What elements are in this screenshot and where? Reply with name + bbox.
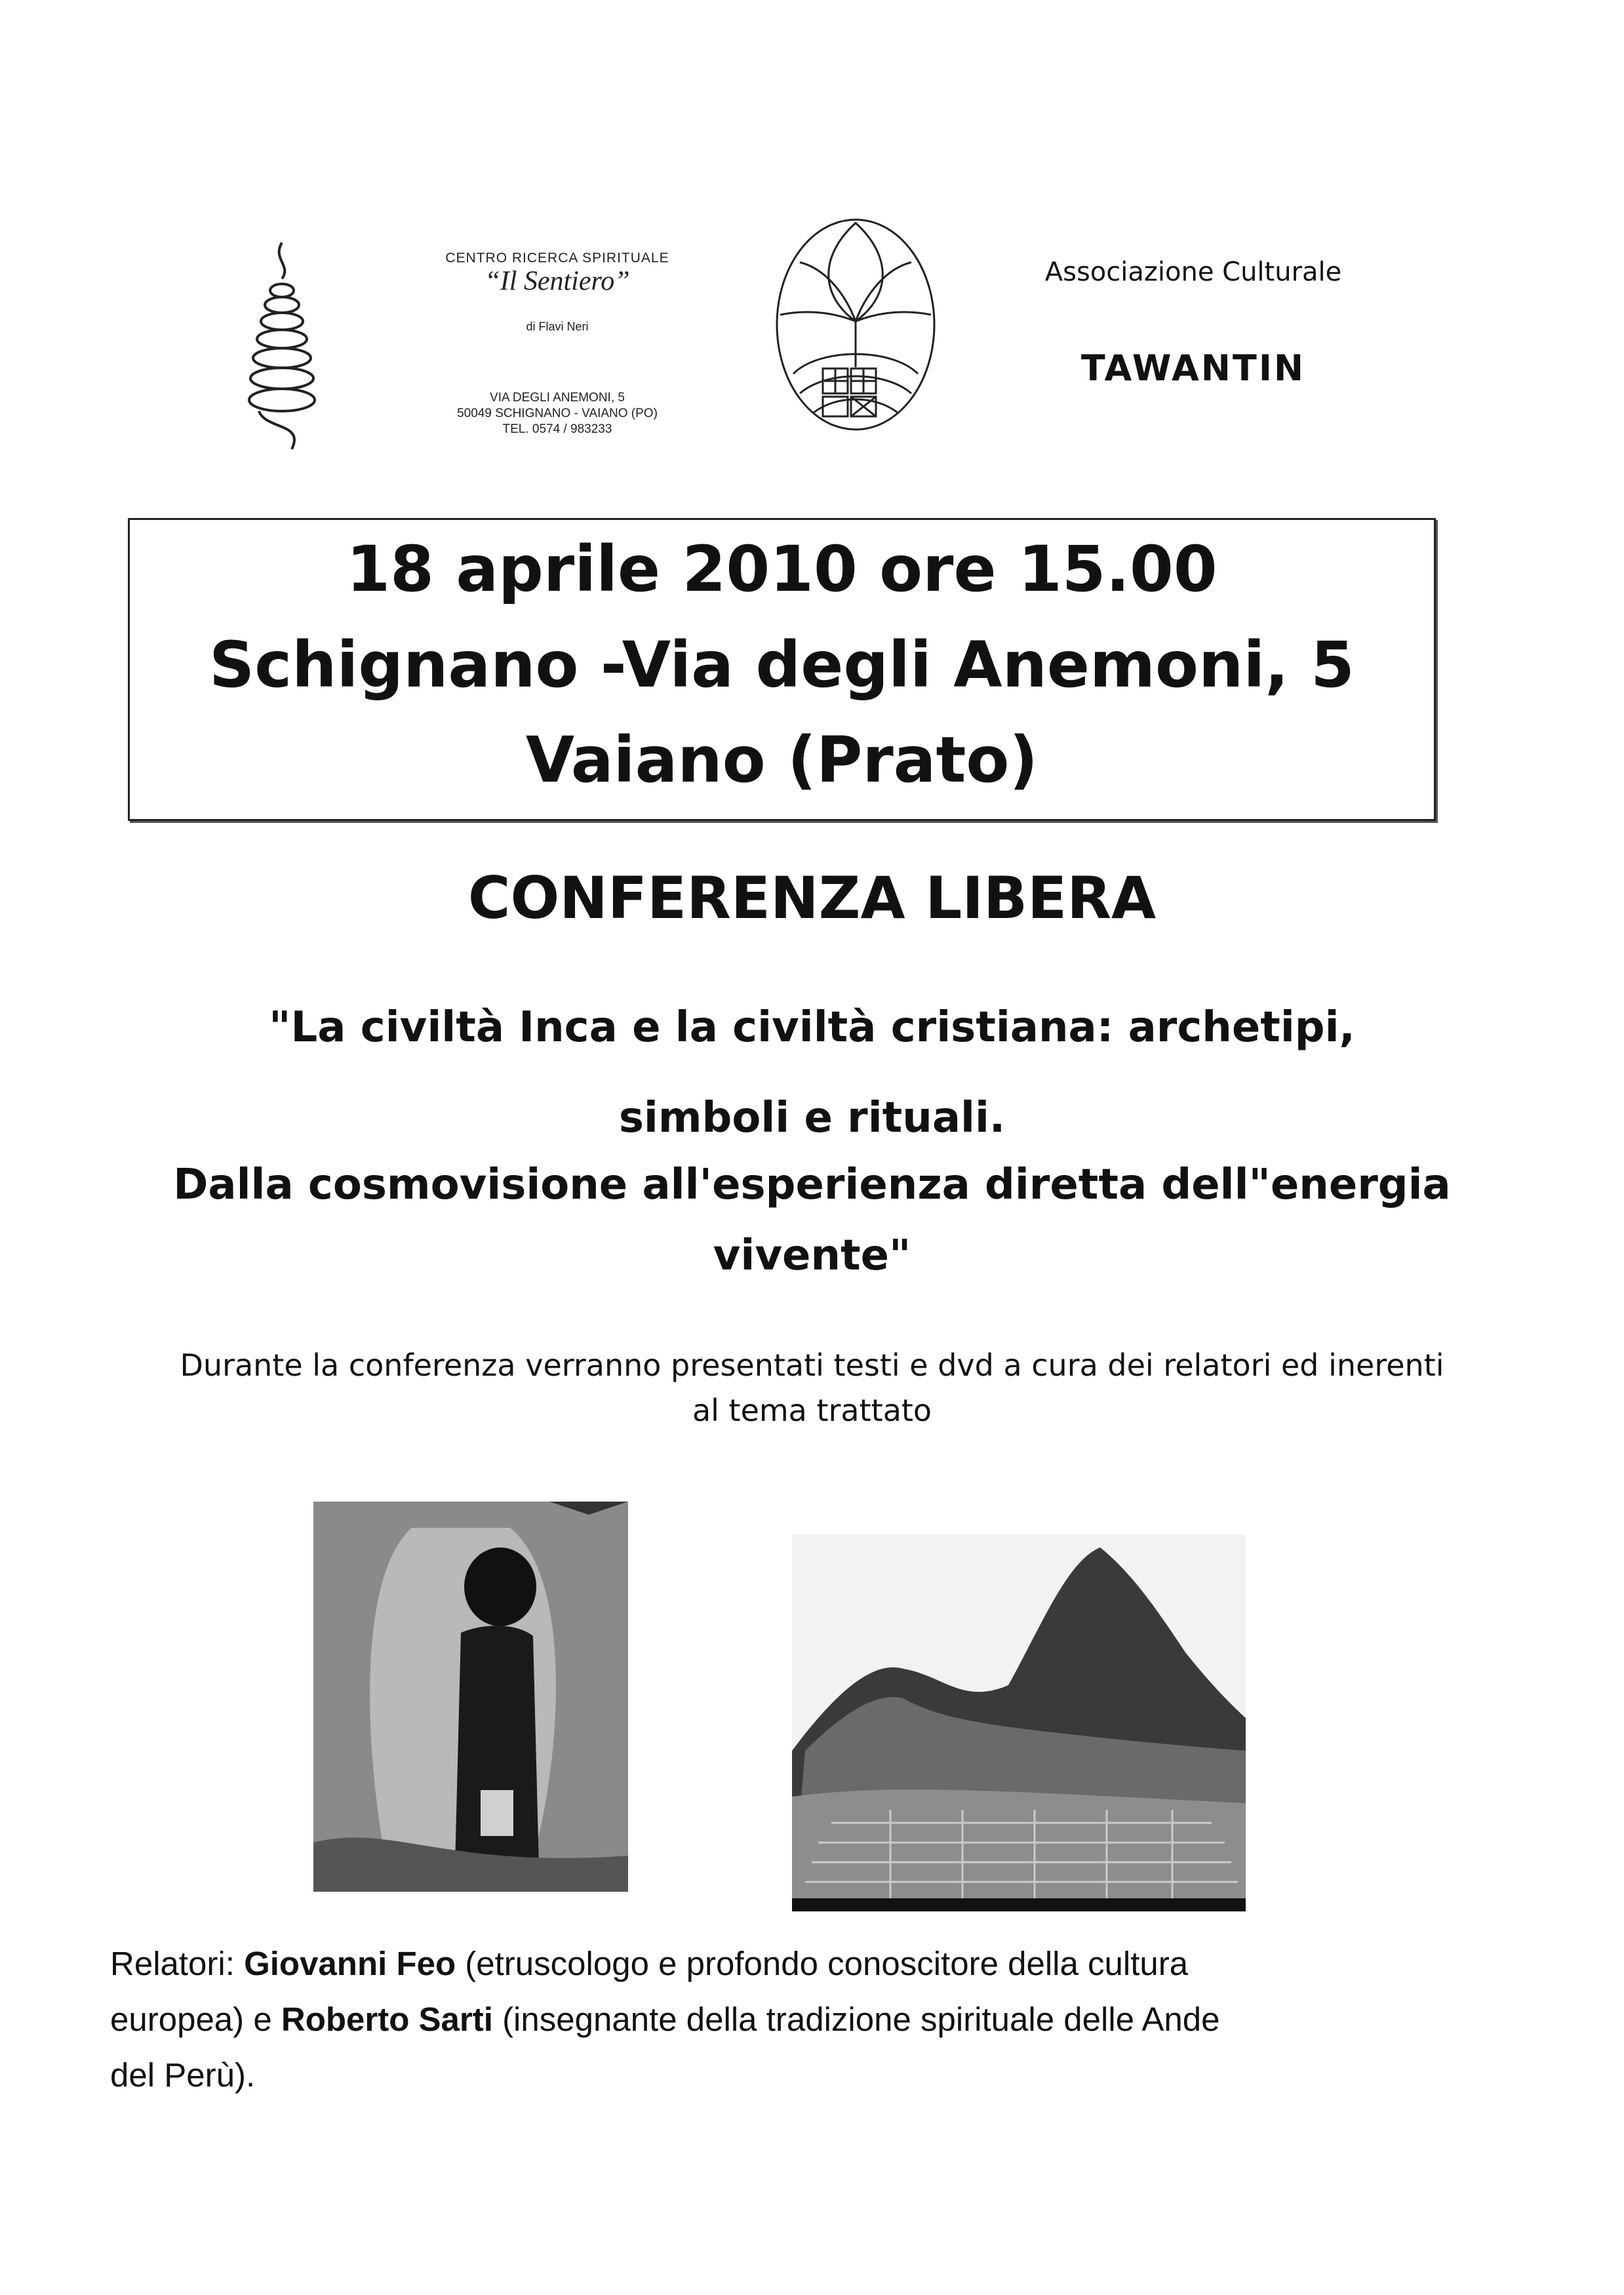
centro-name: “Il Sentiero”	[485, 266, 630, 296]
talk-title-line: Dalla cosmovisione all'esperienza diretta dell"energia	[173, 1161, 1451, 1209]
speakers-lead: Relatori:	[110, 1945, 245, 1982]
speakers-line	[110, 2000, 1526, 2039]
speakers-line	[110, 1944, 1526, 1983]
event-place: Schignano -Via degli Anemoni, 5	[209, 628, 1355, 702]
talk-title-line: "La civiltà Inca e la civiltà cristiana: archetipi,	[269, 1003, 1355, 1052]
talk-title-line: vivente"	[713, 1231, 911, 1280]
speaker2-desc: (insegnante della tradizione spirituale delle Ande	[492, 2001, 1220, 2038]
conference-note-line: al tema trattato	[692, 1393, 932, 1428]
speakers-line	[110, 2056, 1526, 2094]
centro-phone: TEL. 0574 / 983233	[502, 422, 612, 436]
speaker1-desc: (etruscologo e profondo conoscitore della cultura	[456, 1945, 1189, 1982]
oval-emblem-logo	[774, 216, 938, 433]
speaker1-name: Giovanni Feo	[244, 1945, 456, 1982]
centro-owner: di Flavi Neri	[526, 320, 589, 333]
association-name: TAWANTIN	[1080, 348, 1306, 389]
centro-address-line1: VIA DEGLI ANEMONI, 5	[490, 391, 625, 405]
speaker2-name: Roberto Sarti	[281, 2001, 493, 2038]
spiral-logo	[246, 239, 318, 452]
speaker1-desc-cont: europea) e	[110, 2001, 281, 2038]
event-city: Vaiano (Prato)	[525, 723, 1039, 797]
talk-title-line: simboli e rituali.	[618, 1094, 1006, 1142]
conference-note-line: Durante la conferenza verranno presentati testi e dvd a cura dei relatori ed inerenti	[180, 1347, 1444, 1383]
association-label: Associazione Culturale	[1044, 257, 1342, 287]
conference-title: CONFERENZA LIBERA	[467, 864, 1157, 932]
mountain-ruins-photo	[792, 1534, 1246, 1911]
speaker2-desc-cont: del Perù).	[110, 2056, 256, 2094]
centro-address-line2: 50049 SCHIGNANO - VAIANO (PO)	[457, 407, 658, 420]
cave-figure-photo	[313, 1502, 628, 1892]
centro-title: CENTRO RICERCA SPIRITUALE	[445, 250, 669, 266]
event-date-time: 18 aprile 2010 ore 15.00	[346, 532, 1218, 606]
